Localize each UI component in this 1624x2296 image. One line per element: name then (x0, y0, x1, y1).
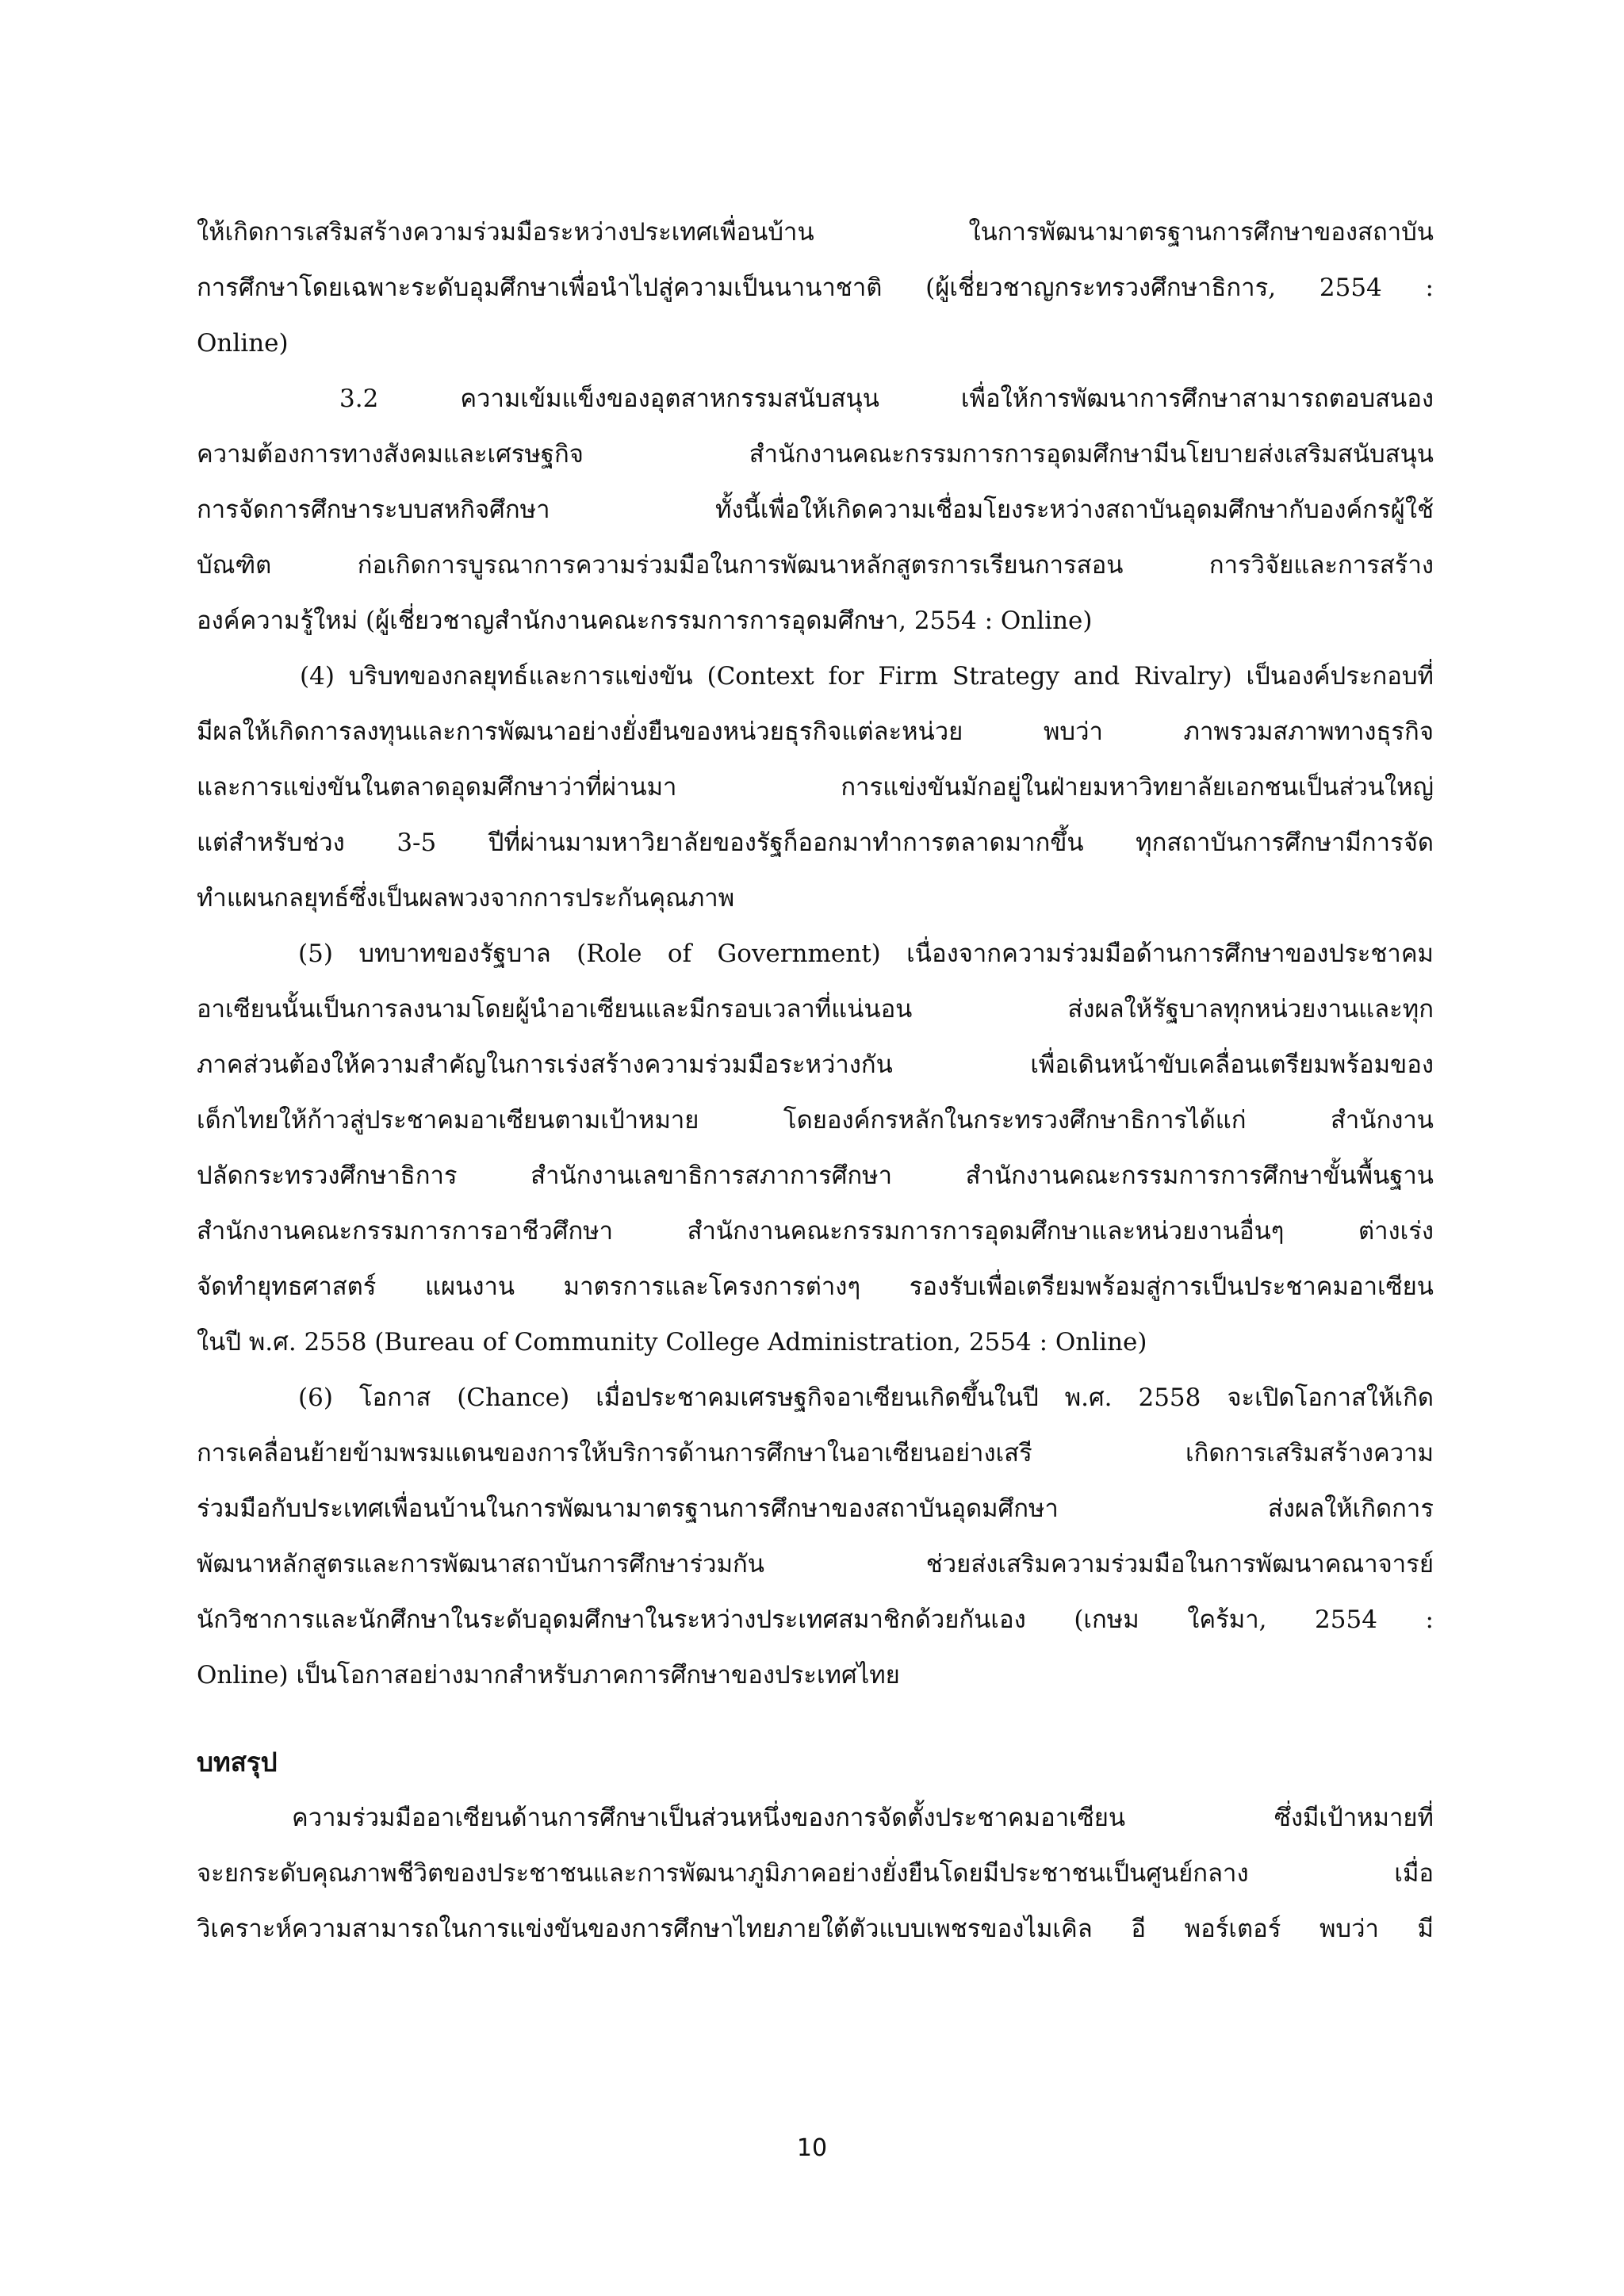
conclusion-heading: บทสรุป (197, 1747, 278, 1777)
text-line: และการแข่งขันในตลาดอุดมศึกษาว่าที่ผ่านมา การแข่งขันมักอยู่ในฝ่ายมหาวิทยาลัยเอกชนเป็นส่วนใหญ่ (197, 773, 1434, 802)
text-line: ปลัดกระทรวงศึกษาธิการ สำนักงานเลขาธิการสภาการศึกษา สำนักงานคณะกรรมการการศึกษาขั้นพื้นฐาน (197, 1161, 1434, 1190)
text-line: การจัดการศึกษาระบบสหกิจศึกษา ทั้งนี้เพื่อให้เกิดความเชื่อมโยงระหว่างสถาบันอุดมศึกษากับองค์กรผู้ใช้ (197, 496, 1434, 524)
text-line: มีผลให้เกิดการลงทุนและการพัฒนาอย่างยั่งยืนของหน่วยธุรกิจแต่ละหน่วย พบว่า ภาพรวมสภาพทางธุรกิจ (197, 718, 1434, 746)
page-number: 10 (796, 2134, 828, 2162)
paragraph-6-chance (197, 1370, 1434, 1703)
text-line: การเคลื่อนย้ายข้ามพรมแดนของการให้บริการด้านการศึกษาในอาเซียนอย่างเสรี เกิดการเสริมสร้างความ (197, 1439, 1434, 1468)
paragraph-5-role-of-government (197, 926, 1434, 1370)
text-line: ในปี พ.ศ. 2558 (Bureau of Community College Administration, 2554 : Online) (197, 1328, 1147, 1357)
text-line: องค์ความรู้ใหม่ (ผู้เชี่ยวชาญสำนักงานคณะกรรมการการอุดมศึกษา, 2554 : Online) (197, 607, 1093, 635)
paragraph-conclusion (197, 1790, 1434, 1957)
text-line: บัณฑิต ก่อเกิดการบูรณาการความร่วมมือในการพัฒนาหลักสูตรการเรียนการสอน การวิจัยและการสร้าง (197, 551, 1434, 580)
text-line: แต่สำหรับช่วง 3-5 ปีที่ผ่านมามหาวิยาลัยของรัฐก็ออกมาทำการตลาดมากขึ้น ทุกสถาบันการศึกษามีการจัด (197, 828, 1434, 857)
text-line: พัฒนาหลักสูตรและการพัฒนาสถาบันการศึกษาร่วมกัน ช่วยส่งเสริมความร่วมมือในการพัฒนาคณาจารย์ (197, 1550, 1434, 1578)
text-line: (4) บริบทของกลยุทธ์และการแข่งขัน (Context for Firm Strategy and Rivalry) เป็นองค์ประกอบที่ (300, 662, 1434, 691)
text-line: วิเคราะห์ความสามารถในการแข่งขันของการศึกษาไทยภายใต้ตัวแบบเพชรของไมเคิล อี พอร์เตอร์ พบว่า มี (197, 1915, 1434, 1943)
paragraph-4-context-strategy (197, 649, 1434, 926)
text-line: ความต้องการทางสังคมและเศรษฐกิจ สำนักงานคณะกรรมการการอุดมศึกษามีนโยบายส่งเสริมสนับสนุน (197, 440, 1434, 469)
text-line: ภาคส่วนต้องให้ความสำคัญในการเร่งสร้างความร่วมมือระหว่างกัน เพื่อเดินหน้าขับเคลื่อนเตรียมพร้อมของ (197, 1050, 1434, 1079)
text-line: สำนักงานคณะกรรมการการอาชีวศึกษา สำนักงานคณะกรรมการการอุดมศึกษาและหน่วยงานอื่นๆ ต่างเร่ง (197, 1217, 1434, 1246)
text-line: จะยกระดับคุณภาพชีวิตของประชาชนและการพัฒนาภูมิภาคอย่างยั่งยืนโดยมีประชาชนเป็นศูนย์กลาง เมื่อ (197, 1859, 1434, 1888)
text-line: Online) เป็นโอกาสอย่างมากสำหรับภาคการศึกษาของประเทศไทย (197, 1661, 900, 1689)
text-line: 3.2 ความเข้มแข็งของอุตสาหกรรมสนับสนุน เพื่อให้การพัฒนาการศึกษาสามารถตอบสนอง (339, 385, 1434, 413)
paragraph-continuation (197, 205, 1434, 371)
text-line: การศึกษาโดยเฉพาะระดับอุมศึกษาเพื่อนำไปสู่ความเป็นนานาชาติ (ผู้เชี่ยวชาญกระทรวงศึกษาธิการ, 2554 : (197, 274, 1434, 302)
text-line: ร่วมมือกับประเทศเพื่อนบ้านในการพัฒนามาตรฐานการศึกษาของสถาบันอุดมศึกษา ส่งผลให้เกิดการ (197, 1494, 1434, 1523)
text-line: อาเซียนนั้นเป็นการลงนามโดยผู้นำอาเซียนและมีกรอบเวลาที่แน่นอน ส่งผลให้รัฐบาลทุกหน่วยงานและทุก (197, 995, 1434, 1024)
text-line: เด็กไทยให้ก้าวสู่ประชาคมอาเซียนตามเป้าหมาย โดยองค์กรหลักในกระทรวงศึกษาธิการได้แก่ สำนักงาน (197, 1106, 1434, 1135)
paragraph-3-2 (197, 371, 1434, 649)
document-body (197, 205, 1434, 1957)
text-line: ความร่วมมืออาเซียนด้านการศึกษาเป็นส่วนหนึ่งของการจัดตั้งประชาคมอาเซียน ซึ่งมีเป้าหมายที่ (292, 1804, 1434, 1832)
text-line: ทำแผนกลยุทธ์ซึ่งเป็นผลพวงจากการประกันคุณภาพ (197, 884, 735, 913)
text-line: (5) บทบาทของรัฐบาล (Role of Government) เนื่องจากความร่วมมือด้านการศึกษาของประชาคม (298, 939, 1434, 968)
text-line: ให้เกิดการเสริมสร้างความร่วมมือระหว่างประเทศเพื่อนบ้าน ในการพัฒนามาตรฐานการศึกษาของสถาบัน (197, 218, 1434, 247)
text-line: นักวิชาการและนักศึกษาในระดับอุดมศึกษาในระหว่างประเทศสมาชิกด้วยกันเอง (เกษม ใคร้มา, 2554 : (197, 1605, 1434, 1634)
text-line: (6) โอกาส (Chance) เมื่อประชาคมเศรษฐกิจอาเซียนเกิดขึ้นในปี พ.ศ. 2558 จะเปิดโอกาสให้เกิด (298, 1383, 1434, 1412)
text-line: Online) (197, 329, 289, 358)
text-line: จัดทำยุทธศาสตร์ แผนงาน มาตรการและโครงการต่างๆ รองรับเพื่อเตรียมพร้อมสู่การเป็นประชาคมอาเซียน (197, 1272, 1434, 1301)
